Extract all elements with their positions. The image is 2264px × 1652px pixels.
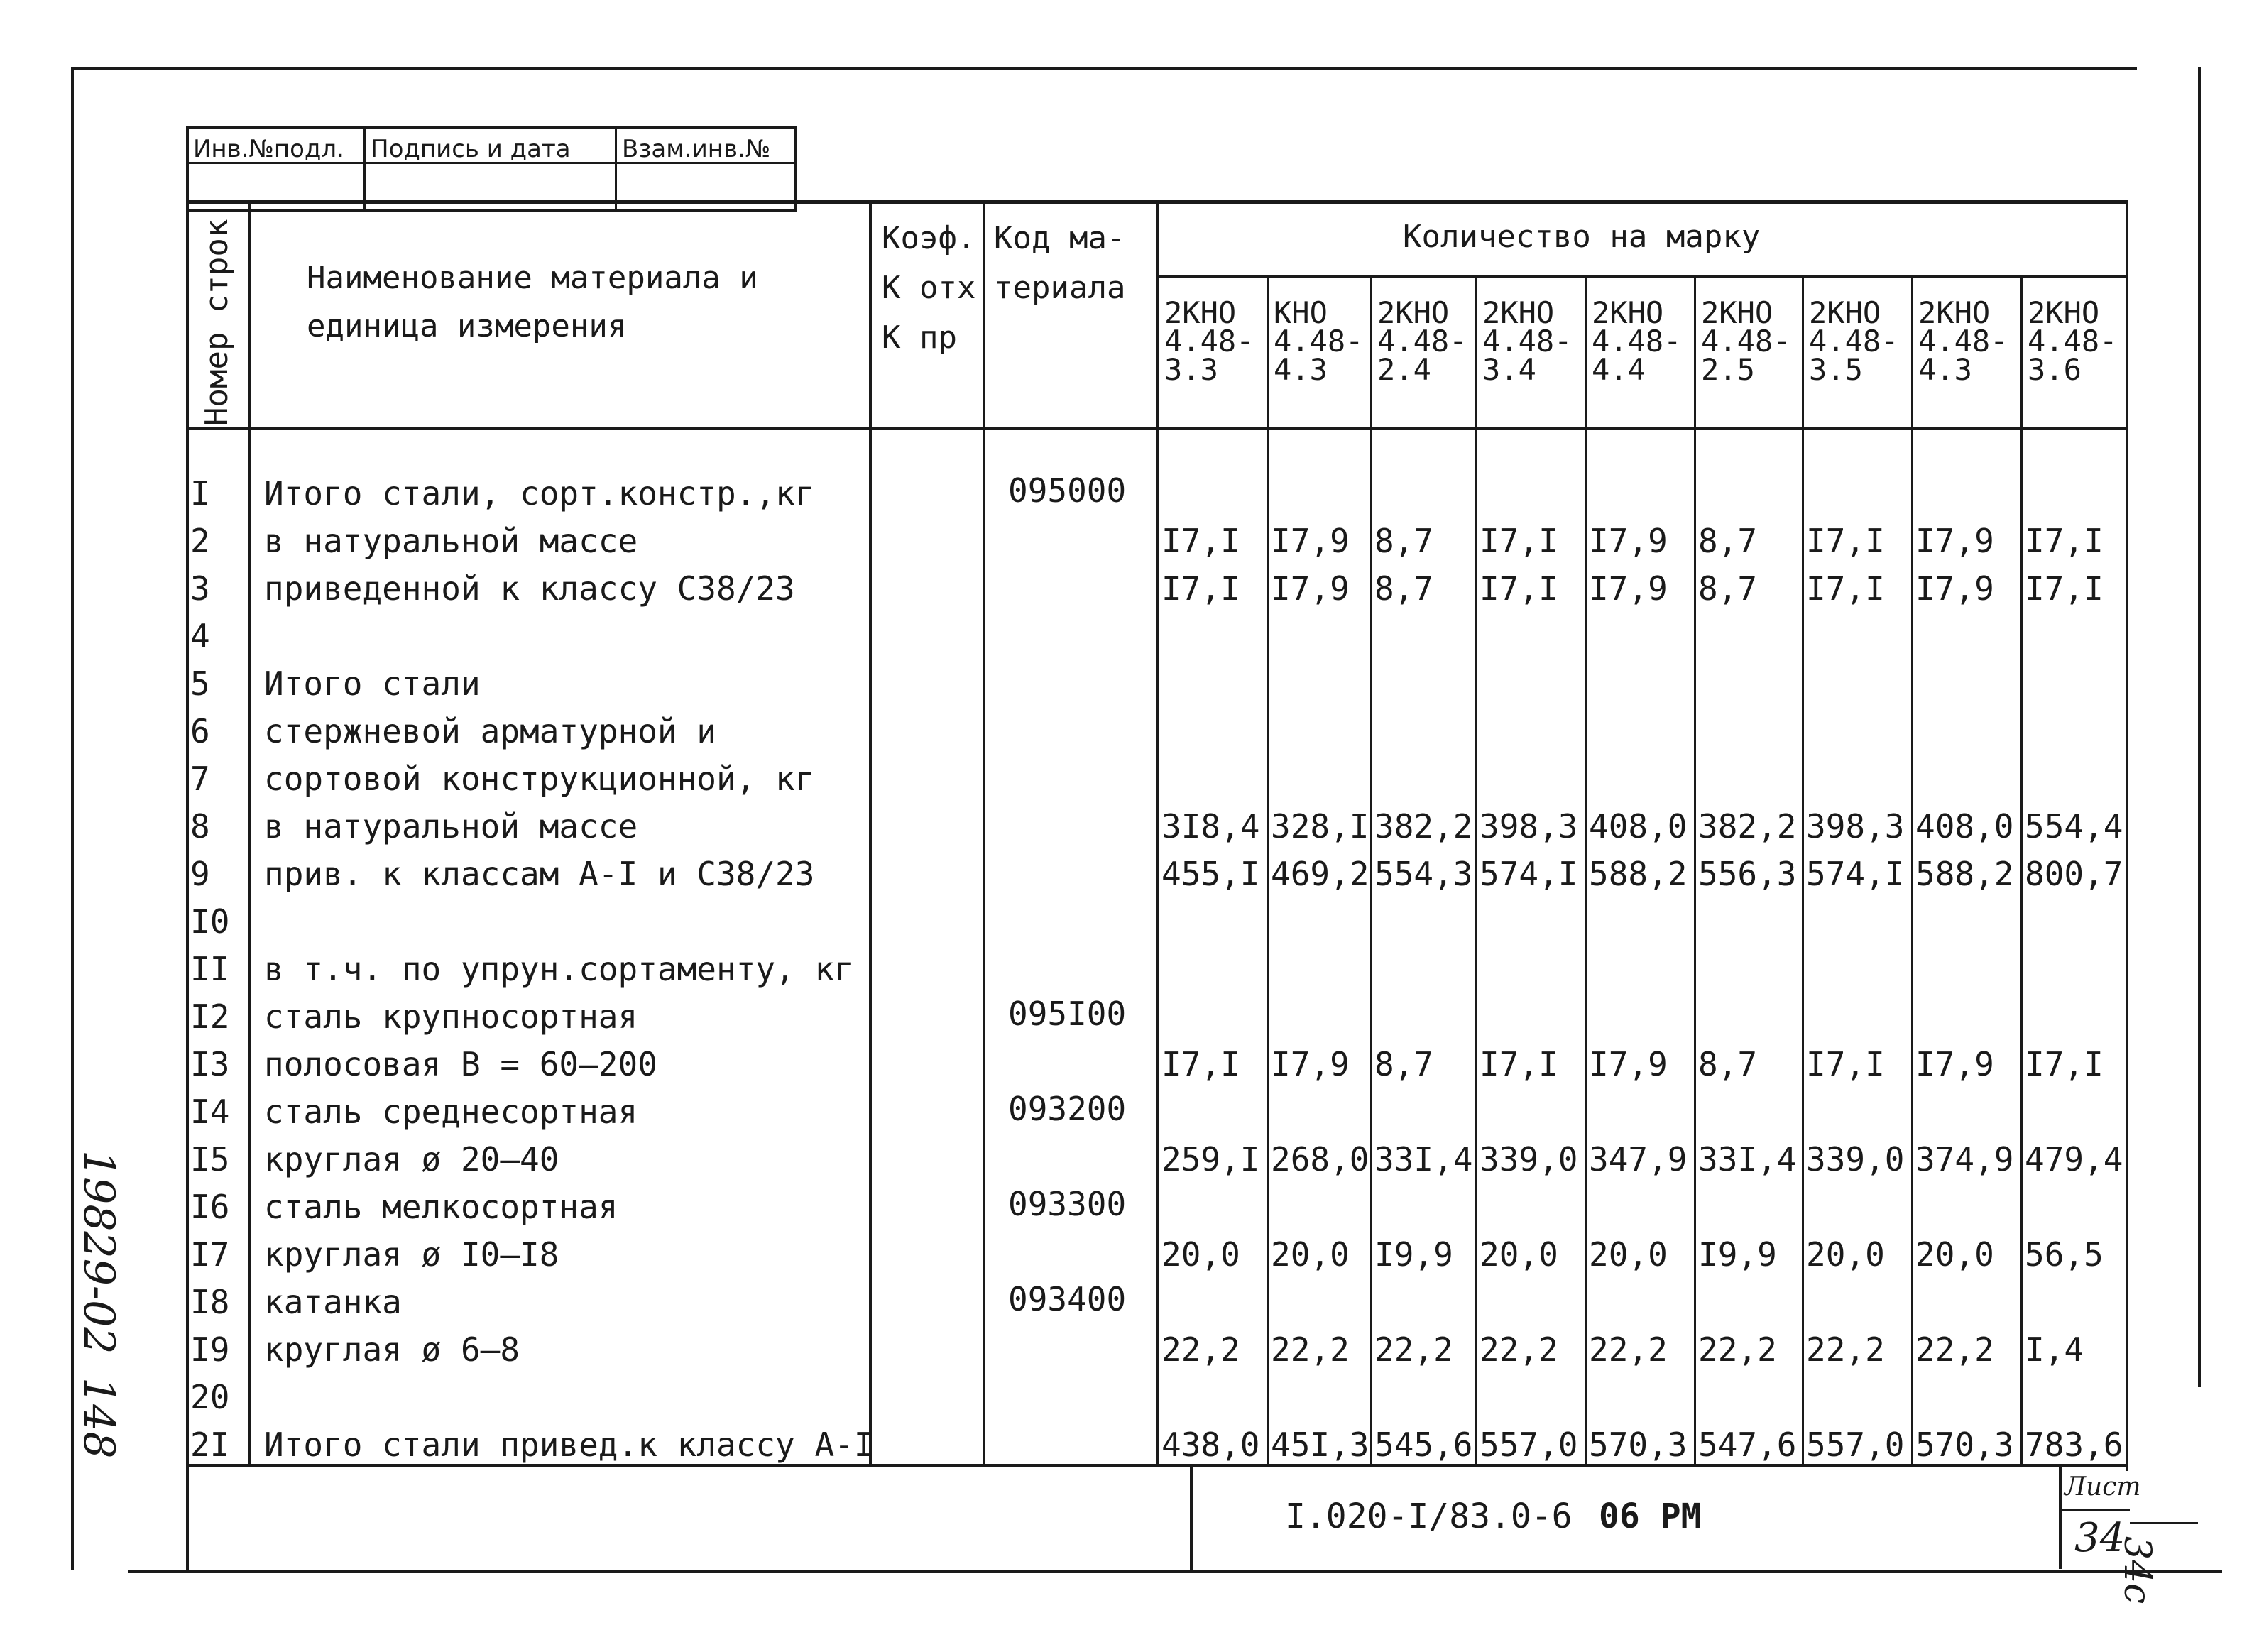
row-value-mark-7: 574,I <box>1806 855 1905 893</box>
row-value-mark-5: 570,3 <box>1589 1426 1688 1464</box>
doc-section: 06 РМ <box>1599 1497 1702 1536</box>
colsep-name <box>869 200 872 1465</box>
row-value-mark-4: 574,I <box>1480 855 1578 893</box>
marks-top-line <box>1157 275 2128 278</box>
header-name-line2: единица измерения <box>307 308 627 344</box>
mark-header-9-line2: 4.48- <box>2028 324 2118 359</box>
row-number: 8 <box>190 807 210 846</box>
sheet-side-line <box>2130 1522 2198 1524</box>
mark-header-4-line1: 2КНО <box>1482 295 1555 330</box>
row-value-mark-4: 22,2 <box>1480 1330 1558 1369</box>
mark-header-2-line1: КНО <box>1274 295 1328 330</box>
row-number: I4 <box>190 1093 230 1131</box>
row-value-mark-2: I7,9 <box>1271 522 1350 560</box>
row-value-mark-5: I7,9 <box>1589 569 1668 608</box>
stamp-inv-no: Инв.№подл. <box>193 135 344 163</box>
row-material-code: 093200 <box>1008 1090 1127 1128</box>
row-value-mark-3: 8,7 <box>1374 1045 1434 1083</box>
header-coef-line3: К пр <box>882 319 957 356</box>
row-value-mark-8: 408,0 <box>1915 807 2014 846</box>
mark-header-2-line3: 4.3 <box>1274 352 1328 387</box>
row-value-mark-2: 268,0 <box>1271 1140 1369 1178</box>
row-value-mark-7: 398,3 <box>1806 807 1905 846</box>
row-material-name: прив. к классам А-I и С38/23 <box>264 855 815 893</box>
row-number: 3 <box>190 569 210 608</box>
colsep-code <box>1156 200 1159 1465</box>
row-value-mark-6: 382,2 <box>1698 807 1797 846</box>
mark-header-9-line1: 2КНО <box>2028 295 2100 330</box>
row-material-name: сортовой конструкционной, кг <box>264 760 815 798</box>
row-value-mark-4: 557,0 <box>1480 1426 1578 1464</box>
row-material-name: приведенной к классу С38/23 <box>264 569 795 608</box>
row-material-name: Итого стали привед.к классу А-I <box>264 1426 874 1464</box>
row-number: 5 <box>190 664 210 703</box>
row-number: 9 <box>190 855 210 893</box>
row-value-mark-2: I7,9 <box>1271 1045 1350 1083</box>
row-value-mark-9: 783,6 <box>2025 1426 2123 1464</box>
header-code-line2: териала <box>994 270 1126 306</box>
row-number: I8 <box>190 1283 230 1321</box>
row-value-mark-6: 8,7 <box>1698 1045 1758 1083</box>
colsep-number <box>248 200 251 1465</box>
row-number: I <box>190 474 210 513</box>
mark-header-4-line2: 4.48- <box>1482 324 1573 359</box>
row-number: 20 <box>190 1378 230 1416</box>
row-value-mark-6: 22,2 <box>1698 1330 1777 1369</box>
row-value-mark-1: 455,I <box>1161 855 1260 893</box>
mark-header-7-line2: 4.48- <box>1809 324 1899 359</box>
mark-header-4-line3: 3.4 <box>1482 352 1536 387</box>
row-material-name: Итого стали <box>264 664 481 703</box>
row-value-mark-7: 20,0 <box>1806 1235 1885 1274</box>
row-value-mark-4: 398,3 <box>1480 807 1578 846</box>
row-value-mark-1: I7,I <box>1161 1045 1240 1083</box>
header-code-line1: Код ма- <box>994 220 1126 256</box>
row-material-name: в натуральной массе <box>264 522 638 560</box>
row-material-name: полосовая В = 60–200 <box>264 1045 657 1083</box>
doc-code: I.020-I/83.0-6 <box>1285 1497 1573 1536</box>
row-value-mark-3: 22,2 <box>1374 1330 1453 1369</box>
row-material-name: сталь среднесортная <box>264 1093 638 1131</box>
mark-header-6-line1: 2КНО <box>1701 295 1773 330</box>
row-number: I9 <box>190 1330 230 1369</box>
row-value-mark-7: 22,2 <box>1806 1330 1885 1369</box>
approval-stamp <box>186 126 797 212</box>
row-value-mark-5: I7,9 <box>1589 1045 1668 1083</box>
row-value-mark-7: I7,I <box>1806 569 1885 608</box>
row-value-mark-4: I7,I <box>1480 1045 1558 1083</box>
row-value-mark-8: I7,9 <box>1915 1045 1994 1083</box>
mark-header-2-line2: 4.48- <box>1274 324 1364 359</box>
row-number: 7 <box>190 760 210 798</box>
row-value-mark-5: I7,9 <box>1589 522 1668 560</box>
colsep-mark-6 <box>1802 275 1804 1465</box>
row-value-mark-2: 20,0 <box>1271 1235 1350 1274</box>
row-value-mark-6: 8,7 <box>1698 569 1758 608</box>
mark-header-5-line2: 4.48- <box>1592 324 1682 359</box>
mark-header-3-line2: 4.48- <box>1377 324 1467 359</box>
frame-top-line <box>71 67 2137 70</box>
row-value-mark-5: 588,2 <box>1589 855 1688 893</box>
row-value-mark-9: 800,7 <box>2025 855 2123 893</box>
row-number: I5 <box>190 1140 230 1178</box>
row-number: I0 <box>190 902 230 941</box>
header-coef-line2: К отх <box>882 270 976 306</box>
row-value-mark-8: 20,0 <box>1915 1235 1994 1274</box>
row-value-mark-1: I7,I <box>1161 569 1240 608</box>
title-block-divider <box>1190 1464 1193 1570</box>
sheet-number: 34 <box>2074 1515 2126 1561</box>
mark-header-3-line1: 2КНО <box>1377 295 1450 330</box>
row-value-mark-6: 8,7 <box>1698 522 1758 560</box>
row-value-mark-1: 3I8,4 <box>1161 807 1260 846</box>
row-value-mark-5: 347,9 <box>1589 1140 1688 1178</box>
header-quantity: Количество на марку <box>1403 219 1761 255</box>
colsep-mark-2 <box>1370 275 1372 1465</box>
row-value-mark-8: I7,9 <box>1915 522 1994 560</box>
row-value-mark-9: 479,4 <box>2025 1140 2123 1178</box>
row-value-mark-6: 556,3 <box>1698 855 1797 893</box>
row-number: I6 <box>190 1188 230 1226</box>
mark-header-7-line3: 3.5 <box>1809 352 1863 387</box>
row-value-mark-9: I7,I <box>2025 522 2104 560</box>
row-number: 2 <box>190 522 210 560</box>
row-value-mark-6: 547,6 <box>1698 1426 1797 1464</box>
row-material-name: стержневой арматурной и <box>264 712 716 750</box>
row-value-mark-2: 22,2 <box>1271 1330 1350 1369</box>
mark-header-8-line2: 4.48- <box>1918 324 2008 359</box>
row-material-name: круглая ø 6–8 <box>264 1330 520 1369</box>
row-value-mark-3: I9,9 <box>1374 1235 1453 1274</box>
row-material-code: 095I00 <box>1008 995 1127 1033</box>
row-value-mark-1: 259,I <box>1161 1140 1260 1178</box>
row-value-mark-2: 328,I <box>1271 807 1369 846</box>
row-number: II <box>190 950 230 988</box>
row-value-mark-2: 469,2 <box>1271 855 1369 893</box>
row-material-name: круглая ø 20–40 <box>264 1140 559 1178</box>
row-material-name: сталь мелкосортная <box>264 1188 618 1226</box>
colsep-mark-4 <box>1585 275 1587 1465</box>
row-material-code: 095000 <box>1008 471 1127 510</box>
mark-header-1-line3: 3.3 <box>1164 352 1218 387</box>
row-value-mark-3: 545,6 <box>1374 1426 1473 1464</box>
row-value-mark-6: 33I,4 <box>1698 1140 1797 1178</box>
colsep-mark-5 <box>1694 275 1696 1465</box>
row-number: I7 <box>190 1235 230 1274</box>
row-material-code: 093400 <box>1008 1280 1127 1318</box>
side-note: 34с <box>2116 1536 2158 1604</box>
row-value-mark-3: 33I,4 <box>1374 1140 1473 1178</box>
row-value-mark-4: 20,0 <box>1480 1235 1558 1274</box>
row-value-mark-4: I7,I <box>1480 569 1558 608</box>
colsep-mark-7 <box>1911 275 1913 1465</box>
mark-header-1-line2: 4.48- <box>1164 324 1254 359</box>
row-material-name: в т.ч. по упрун.сортаменту, кг <box>264 950 854 988</box>
row-value-mark-3: 8,7 <box>1374 569 1434 608</box>
row-material-name: круглая ø I0–I8 <box>264 1235 559 1274</box>
row-value-mark-7: I7,I <box>1806 522 1885 560</box>
mark-header-5-line1: 2КНО <box>1592 295 1664 330</box>
row-value-mark-5: 408,0 <box>1589 807 1688 846</box>
mark-header-3-line3: 2.4 <box>1377 352 1431 387</box>
row-material-name: катанка <box>264 1283 402 1321</box>
row-value-mark-8: 374,9 <box>1915 1140 2014 1178</box>
row-value-mark-8: 588,2 <box>1915 855 2014 893</box>
row-number: 4 <box>190 617 210 655</box>
frame-bottom-line <box>128 1570 2222 1573</box>
row-value-mark-3: 8,7 <box>1374 522 1434 560</box>
row-value-mark-3: 554,3 <box>1374 855 1473 893</box>
row-value-mark-9: 56,5 <box>2025 1235 2104 1274</box>
row-material-name: сталь крупносортная <box>264 997 638 1036</box>
frame-right-line <box>2198 67 2201 1387</box>
colsep-mark-1 <box>1267 275 1269 1465</box>
row-number: 2I <box>190 1426 230 1464</box>
row-value-mark-1: I7,I <box>1161 522 1240 560</box>
mark-header-7-line1: 2КНО <box>1809 295 1881 330</box>
mark-header-1-line1: 2КНО <box>1164 295 1237 330</box>
row-value-mark-5: 22,2 <box>1589 1330 1668 1369</box>
row-value-mark-7: I7,I <box>1806 1045 1885 1083</box>
row-value-mark-2: 45I,3 <box>1271 1426 1369 1464</box>
row-material-name: в натуральной массе <box>264 807 638 846</box>
mark-header-8-line1: 2КНО <box>1918 295 1991 330</box>
row-value-mark-4: 339,0 <box>1480 1140 1578 1178</box>
row-number: I3 <box>190 1045 230 1083</box>
row-value-mark-2: I7,9 <box>1271 569 1350 608</box>
row-value-mark-5: 20,0 <box>1589 1235 1668 1274</box>
colsep-mark-8 <box>2020 275 2023 1465</box>
row-value-mark-1: 22,2 <box>1161 1330 1240 1369</box>
row-number: 6 <box>190 712 210 750</box>
row-value-mark-4: I7,I <box>1480 522 1558 560</box>
sheet-label: Лист <box>2065 1472 2141 1501</box>
margin-inv-number: 19829-02 <box>74 1150 124 1355</box>
row-value-mark-7: 557,0 <box>1806 1426 1905 1464</box>
header-coef-line1: Коэф. <box>882 220 976 256</box>
mark-header-6-line2: 4.48- <box>1701 324 1791 359</box>
row-value-mark-6: I9,9 <box>1698 1235 1777 1274</box>
row-value-mark-8: 22,2 <box>1915 1330 1994 1369</box>
table-right-line <box>2126 200 2128 1471</box>
row-material-name: Итого стали, сорт.констр.,кг <box>264 474 815 513</box>
mark-header-8-line3: 4.3 <box>1918 352 1972 387</box>
row-value-mark-9: I,4 <box>2025 1330 2084 1369</box>
row-value-mark-8: 570,3 <box>1915 1426 2014 1464</box>
row-value-mark-1: 20,0 <box>1161 1235 1240 1274</box>
row-value-mark-3: 382,2 <box>1374 807 1473 846</box>
colsep-mark-3 <box>1475 275 1477 1465</box>
row-value-mark-9: I7,I <box>2025 1045 2104 1083</box>
colsep-coef <box>983 200 985 1465</box>
table-left-line <box>186 200 189 1570</box>
row-value-mark-8: I7,9 <box>1915 569 1994 608</box>
row-value-mark-9: 554,4 <box>2025 807 2123 846</box>
margin-page-number: 148 <box>74 1377 124 1459</box>
row-value-mark-9: I7,I <box>2025 569 2104 608</box>
mark-header-6-line3: 2.5 <box>1701 352 1755 387</box>
header-name-line1: Наименование материала и <box>307 260 758 296</box>
mark-header-9-line3: 3.6 <box>2028 352 2082 387</box>
header-row-number: Номер строк <box>199 219 235 426</box>
row-value-mark-1: 438,0 <box>1161 1426 1260 1464</box>
row-value-mark-7: 339,0 <box>1806 1140 1905 1178</box>
stamp-replace-inv: Взам.инв.№ <box>622 135 771 163</box>
stamp-signature-date: Подпись и дата <box>371 135 571 163</box>
row-number: I2 <box>190 997 230 1036</box>
mark-header-5-line3: 4.4 <box>1592 352 1646 387</box>
row-material-code: 093300 <box>1008 1185 1127 1223</box>
